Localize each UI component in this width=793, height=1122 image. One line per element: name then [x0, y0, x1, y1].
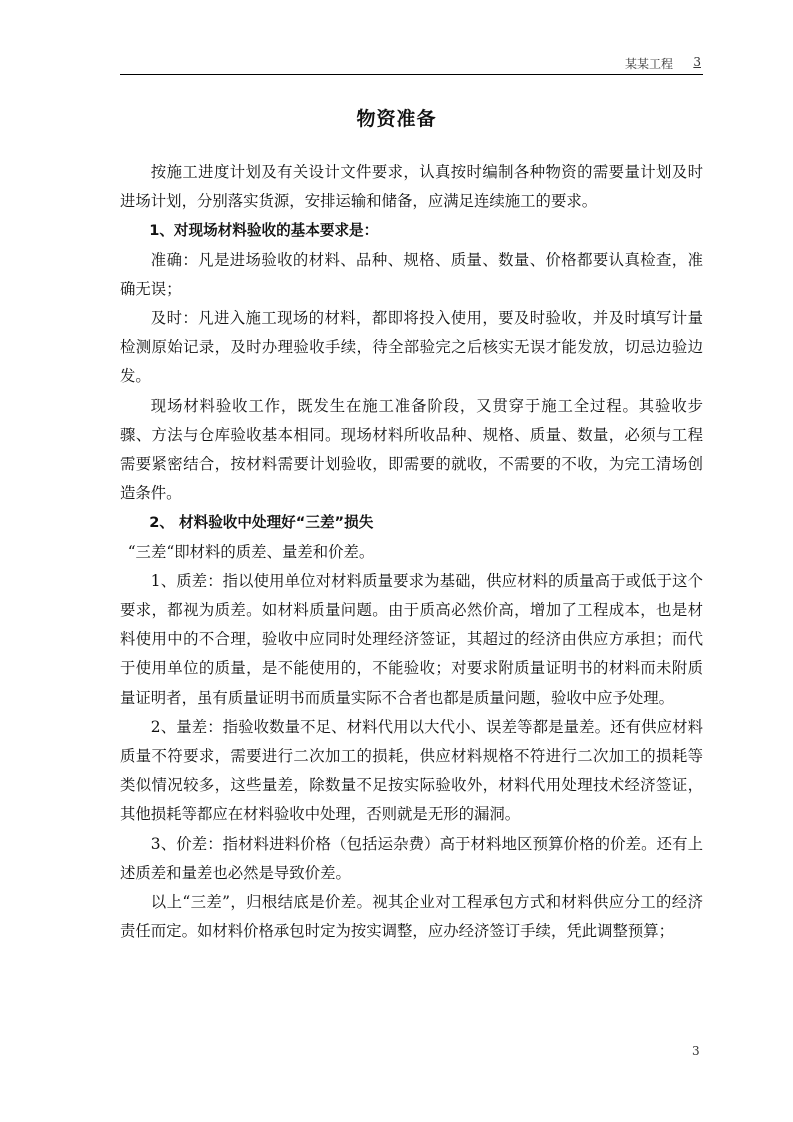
header-title: 某某工程 [624, 57, 673, 71]
paragraph: 按施工进度计划及有关设计文件要求，认真按时编制各种物资的需要量计划及时进场计划，分别落实货源，安排运输和储备，应满足连续施工的要求。 [120, 163, 703, 211]
paragraph: 2、量差：指验收数量不足、材料代用以大代小、误差等都是量差。还有供应材料质量不符要求，需要进行二次加工的损耗，供应材料规格不符进行二次加工的损耗等类似情况较多，这些量差，除数量不足按实际验收外，材料代用处理技术经济签证，其他损耗等都应在材料验收中处理，否则就是无形的漏洞。 [120, 717, 703, 824]
paragraph: 1、质差：指以使用单位对材料质量要求为基础，供应材料的质量高于或低于这个要求，都视为质差。如材料质量问题。由于质高必然价高，增加了工程成本，也是材料使用中的不合理，验收中应同时处理经济签证，其超过的经济由供应方承担；而代于使用单位的质量，是不能使用的，不能验收；对要求附质量证明书的材料而未附质量证明者，虽有质量证明书而质量实际不合者也都是质量问题，验收中应予处理。 [120, 571, 703, 707]
paragraph: “三差“即材料的质差、量差和价差。 [127, 542, 375, 561]
paragraph: 准确：凡是进场验收的材料、品种、规格、质量、数量、价格都要认真检查，准确无误； [120, 250, 703, 298]
document-title: 物资准备 [356, 108, 437, 130]
document-body [120, 158, 703, 946]
paragraph: 以上“三差”，归根结底是价差。视其企业对工程承包方式和材料供应分工的经济责任而定。如材料价格承包时定为按实调整，应办经济签订手续，凭此调整预算； [120, 893, 703, 941]
section-heading: 1、对现场材料验收的基本要求是： [149, 222, 379, 240]
paragraph: 及时：凡进入施工现场的材料，都即将投入使用，要及时验收，并及时填写计量检测原始记录，及时办理验收手续，待全部验完之后核实无误才能发放，切忌边验边发。 [120, 309, 703, 386]
paragraph: 3、价差：指材料进料价格（包括运杂费）高于材料地区预算价格的价差。还有上述质差和量差也必然是导致价差。 [120, 834, 703, 882]
header-page-number: 3 [693, 55, 701, 69]
section-heading: 2、 材料验收中处理好“三差”损失 [149, 514, 374, 532]
footer-page-number: 3 [692, 1044, 700, 1058]
paragraph: 现场材料验收工作，既发生在施工准备阶段，又贯穿于施工全过程。其验收步骤、方法与仓库验收基本相同。现场材料所收品种、规格、质量、数量，必须与工程需要紧密结合，按材料需要计划验收，即需要的就收，不需要的不收，为完工清场创造条件。 [120, 396, 703, 503]
page-header [120, 55, 703, 75]
